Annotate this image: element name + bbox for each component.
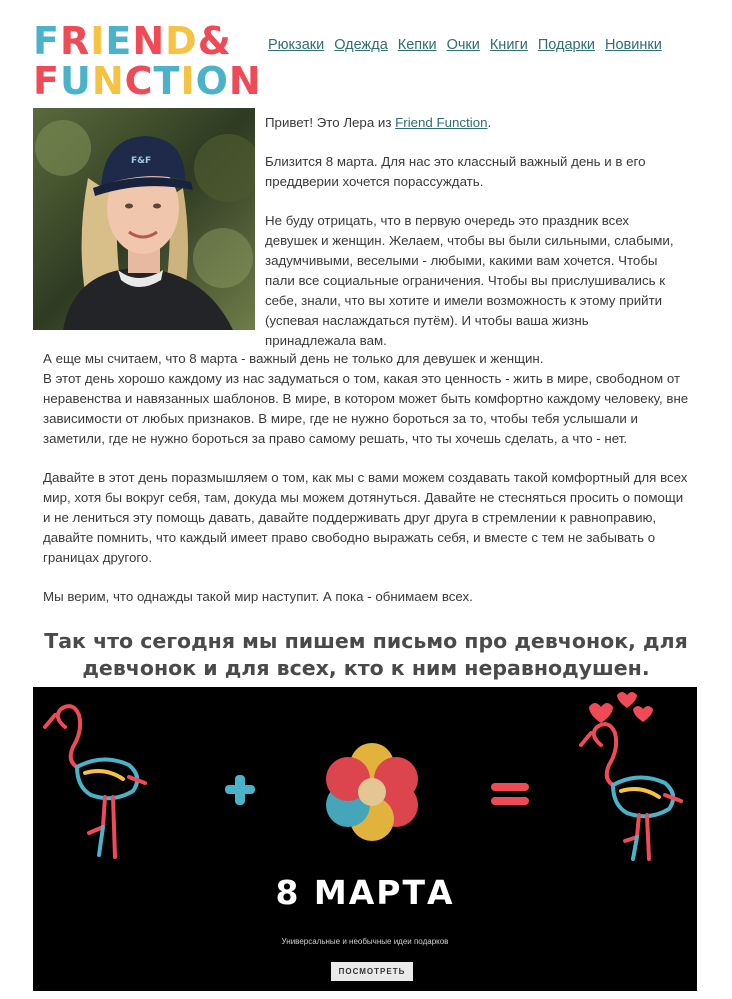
logo-line-1-letter: & bbox=[197, 19, 232, 63]
body-paragraph-1-line-2: В этот день хорошо каждому из нас задуматься о том, какая это ценность - жить в мире, свободном от неравенства и навязанных шаблонов. В мире, в котором может быть комфортно каждому человеку, вне зависимости от любых признаков. В мире, где не нужно бороться за то, чтобы тебя услышали и заметили, где не нужно бороться за право самому решать, что ты хочешь сделать, а что - нет. bbox=[43, 371, 689, 446]
banner-title: 8 МАРТА bbox=[275, 873, 455, 912]
nav-link-books[interactable]: Книги bbox=[489, 37, 528, 53]
logo-line-2-letter: U bbox=[59, 59, 92, 103]
march-8-banner[interactable] bbox=[33, 687, 697, 991]
logo-line-1-letter: R bbox=[59, 19, 91, 63]
logo-line-2-letter: C bbox=[124, 59, 154, 103]
intro-paragraph-2: Близится 8 марта. Для нас это классный важный день и в его преддверии хочется порассуждать. bbox=[265, 154, 646, 189]
logo-line-2-letter: O bbox=[195, 59, 229, 103]
brand-logo[interactable] bbox=[33, 19, 263, 103]
greeting-suffix: . bbox=[487, 115, 492, 130]
logo-line-2-letter: N bbox=[228, 59, 262, 103]
hearts-icon bbox=[589, 692, 653, 723]
greeting-paragraph bbox=[265, 113, 680, 133]
logo-line-1-letter: E bbox=[105, 19, 133, 63]
intro-paragraph-3: Не буду отрицать, что в первую очередь это праздник всех девушек и женщин. Желаем, чтобы вы были сильными, слабыми, задумчивыми, веселыми - любыми, какими вам хочется. Чтобы пали все социальные ограничения. Чтобы вы прислушивались к себе, знали, что вы хотите и имели возможность к этому прийти (успевая наслаждаться путём). И чтобы ваша жизнь принадлежала вам. bbox=[265, 213, 674, 348]
logo-line-1-letter: D bbox=[165, 19, 198, 63]
logo-line-1-letter: N bbox=[132, 19, 166, 63]
logo-line-2-letter: T bbox=[153, 59, 181, 103]
logo-line-1-letter: F bbox=[33, 19, 60, 63]
flamingo-left-icon bbox=[45, 706, 145, 857]
body-paragraph-2: Давайте в этот день поразмышляем о том, как мы с вами можем создавать такой комфортный для всех мир, хотя бы вокруг себя, там, докуда мы можем дотянуться. Давайте не стесняться просить о помощи и не лениться эту помощь давать, давайте поддерживать друг друга в стремлении к равноправию, давайте помнить, что каждый имеет право свободно выражать себя, и вместе с тем не забывать о границах другого. bbox=[43, 470, 688, 565]
banner-subtitle: Универсальные и необычные идеи подарков bbox=[281, 937, 449, 946]
body-text bbox=[43, 349, 693, 626]
section-headline: Так что сегодня мы пишем письмо про девчонок, для девчонок и для всех, кто к ним неравнодушен. bbox=[44, 629, 688, 680]
intro-text bbox=[265, 113, 680, 370]
nav-link-caps[interactable]: Кепки bbox=[397, 37, 437, 53]
nav-link-glasses[interactable]: Очки bbox=[446, 37, 480, 53]
logo-line-2-letter: N bbox=[91, 59, 125, 103]
body-paragraph-1 bbox=[43, 349, 693, 449]
svg-text:F&F: F&F bbox=[131, 156, 152, 166]
top-nav bbox=[268, 37, 662, 53]
greeting-text: Привет! Это Лера из bbox=[265, 115, 396, 130]
nav-link-backpacks[interactable]: Рюкзаки bbox=[268, 37, 325, 53]
logo-line-2-letter: F bbox=[33, 59, 60, 103]
flower-icon bbox=[326, 743, 418, 841]
logo-line-2-letter: I bbox=[180, 59, 196, 103]
logo-line-2 bbox=[33, 59, 263, 103]
view-button[interactable]: ПОСМОТРЕТЬ bbox=[331, 962, 413, 981]
flamingo-right-icon bbox=[581, 724, 681, 859]
plus-icon bbox=[225, 775, 255, 805]
body-paragraph-3: Мы верим, что однажды такой мир наступит. А пока - обнимаем всех. bbox=[43, 589, 473, 604]
friend-function-link[interactable]: Friend Function bbox=[395, 115, 488, 130]
equals-icon bbox=[491, 783, 529, 805]
nav-link-gifts[interactable]: Подарки bbox=[537, 37, 596, 53]
logo-line-1-letter: I bbox=[90, 19, 106, 63]
body-paragraph-1-line-1: А еще мы считаем, что 8 марта - важный день не только для девушек и женщин. bbox=[43, 351, 544, 366]
nav-link-new[interactable]: Новинки bbox=[605, 37, 662, 53]
logo-line-1 bbox=[33, 19, 263, 63]
nav-link-clothing[interactable]: Одежда bbox=[334, 37, 388, 53]
author-photo bbox=[33, 108, 255, 330]
